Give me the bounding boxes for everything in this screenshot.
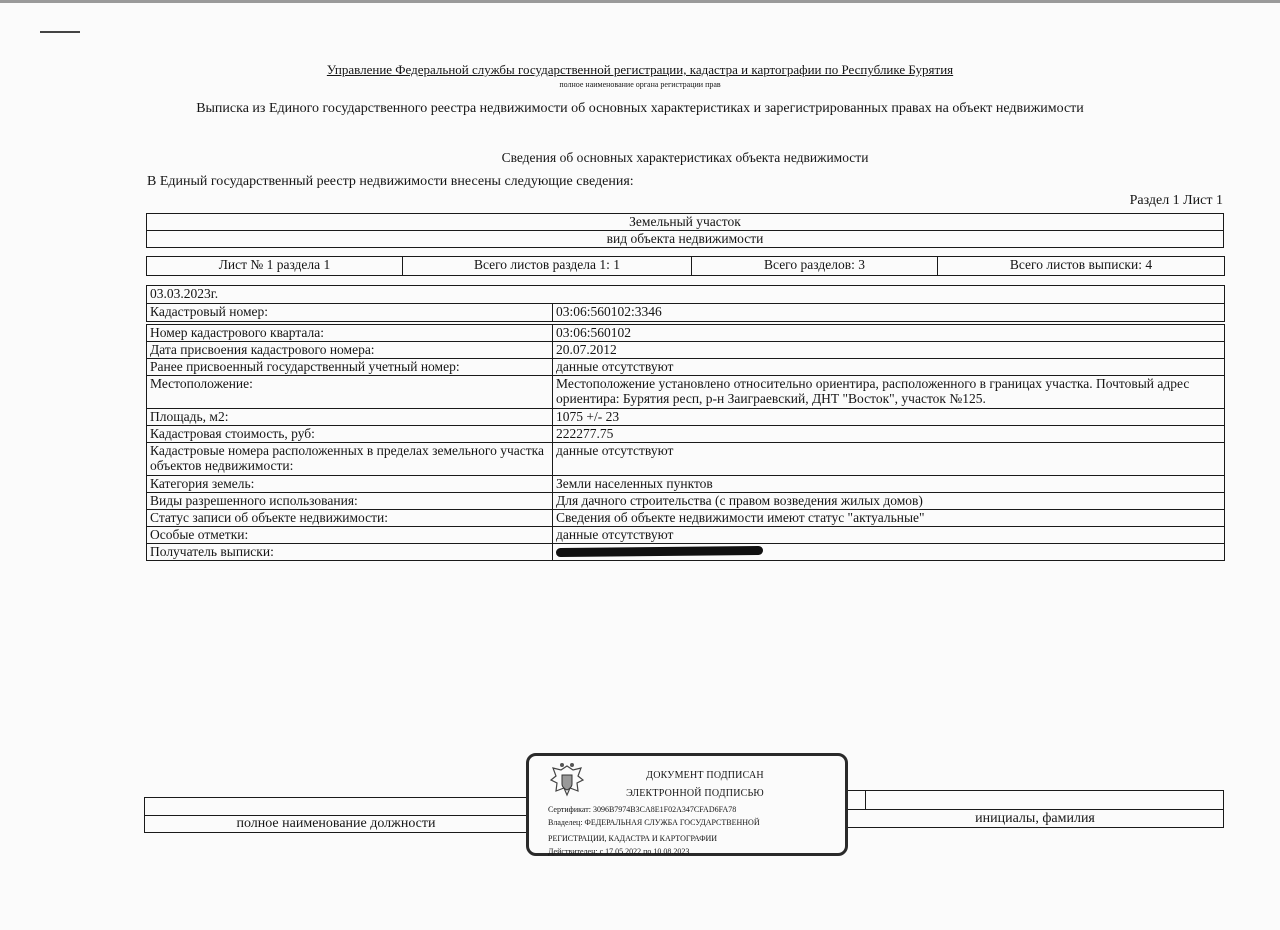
row-label: Статус записи об объекте недвижимости: xyxy=(147,510,553,527)
table-row xyxy=(147,527,1225,544)
object-type-caption: вид объекта недвижимости xyxy=(147,231,1224,248)
scan-mark xyxy=(40,31,80,33)
electronic-signature-stamp xyxy=(526,753,848,856)
stamp-owner-line2: РЕГИСТРАЦИИ, КАДАСТРА И КАРТОГРАФИИ xyxy=(548,834,718,843)
stamp-title-line1: ДОКУМЕНТ ПОДПИСАН xyxy=(646,770,764,781)
row-label: Дата присвоения кадастрового номера: xyxy=(147,342,553,359)
row-value: данные отсутствуют xyxy=(553,527,1225,544)
document-title: Выписка из Единого государственного реестра недвижимости об основных характеристиках и зарегистрированных правах на объект недвижимости xyxy=(196,101,1084,116)
row-label: Номер кадастрового квартала: xyxy=(147,325,553,342)
recipient-value xyxy=(553,544,1225,561)
signatory-position-box xyxy=(144,797,528,833)
row-label: Виды разрешенного использования: xyxy=(147,493,553,510)
cadastral-number-label: Кадастровый номер: xyxy=(147,304,553,322)
row-label: Ранее присвоенный государственный учетный номер: xyxy=(147,359,553,376)
total-sections: Всего разделов: 3 xyxy=(692,257,938,276)
table-row xyxy=(147,342,1225,359)
table-row xyxy=(147,325,1225,342)
table-row xyxy=(147,409,1225,426)
total-extract-sheets: Всего листов выписки: 4 xyxy=(938,257,1225,276)
row-label: Особые отметки: xyxy=(147,527,553,544)
table-row xyxy=(147,493,1225,510)
row-value: Местоположение установлено относительно ориентира, расположенного в границах участка. Почтовый адрес ориентира: Бурятия респ, р-н Заиграевский, ДНТ "Восток", участок №125. xyxy=(553,376,1225,409)
row-value: данные отсутствуют xyxy=(553,359,1225,376)
row-label: Категория земель: xyxy=(147,476,553,493)
scan-edge xyxy=(0,0,1280,3)
table-row xyxy=(147,376,1225,409)
section-heading: Сведения об основных характеристиках объекта недвижимости xyxy=(501,150,869,165)
date-cadastral-table xyxy=(146,285,1225,322)
total-section-sheets: Всего листов раздела 1: 1 xyxy=(403,257,692,276)
object-type: Земельный участок xyxy=(147,214,1224,231)
position-caption: полное наименование должности xyxy=(236,816,436,831)
object-type-table xyxy=(146,213,1224,248)
table-row xyxy=(147,443,1225,476)
table-row xyxy=(147,510,1225,527)
sheet-label: Лист № 1 раздела 1 xyxy=(147,257,403,276)
row-label: Кадастровая стоимость, руб: xyxy=(147,426,553,443)
row-value: Земли населенных пунктов xyxy=(553,476,1225,493)
authority-caption: полное наименование органа регистрации прав xyxy=(559,80,721,89)
cadastral-number-value: 03:06:560102:3346 xyxy=(553,304,1225,322)
row-label: Местоположение: xyxy=(147,376,553,409)
redaction-mark xyxy=(556,546,763,557)
extract-date: 03.03.2023г. xyxy=(147,286,1225,304)
stamp-validity: Действителен: с 17.05.2022 по 10.08.2023 xyxy=(548,847,690,856)
row-value: Сведения об объекте недвижимости имеют статус "актуальные" xyxy=(553,510,1225,527)
table-row xyxy=(147,544,1225,561)
stamp-owner-line1: Владелец: ФЕДЕРАЛЬНАЯ СЛУЖБА ГОСУДАРСТВЕННОЙ xyxy=(548,818,760,827)
divider xyxy=(865,791,866,809)
divider xyxy=(847,809,1223,810)
row-value: Для дачного строительства (с правом возведения жилых домов) xyxy=(553,493,1225,510)
row-label: Площадь, м2: xyxy=(147,409,553,426)
row-label: Кадастровые номера расположенных в пределах земельного участка объектов недвижимости: xyxy=(147,443,553,476)
table-row xyxy=(147,426,1225,443)
stamp-certificate: Сертификат: 3096B7974B3CA8E1F02A347CFAD6FA78 xyxy=(548,805,737,814)
row-value: данные отсутствуют xyxy=(553,443,1225,476)
characteristics-table xyxy=(146,324,1225,561)
row-value: 03:06:560102 xyxy=(553,325,1225,342)
signatory-name-box xyxy=(846,790,1224,828)
sheets-table xyxy=(146,256,1225,276)
intro-text: В Единый государственный реестр недвижимости внесены следующие сведения: xyxy=(147,174,634,189)
stamp-title-line2: ЭЛЕКТРОННОЙ ПОДПИСЬЮ xyxy=(626,788,764,799)
authority-name: Управление Федеральной службы государственной регистрации, кадастра и картографии по Республике Бурятия xyxy=(326,62,954,77)
table-row xyxy=(147,359,1225,376)
section-sheet-label: Раздел 1 Лист 1 xyxy=(1129,193,1223,208)
table-row xyxy=(147,476,1225,493)
name-caption: инициалы, фамилия xyxy=(975,811,1095,826)
row-value: 20.07.2012 xyxy=(553,342,1225,359)
row-value: 1075 +/- 23 xyxy=(553,409,1225,426)
row-value: 222277.75 xyxy=(553,426,1225,443)
row-label: Получатель выписки: xyxy=(147,544,553,561)
